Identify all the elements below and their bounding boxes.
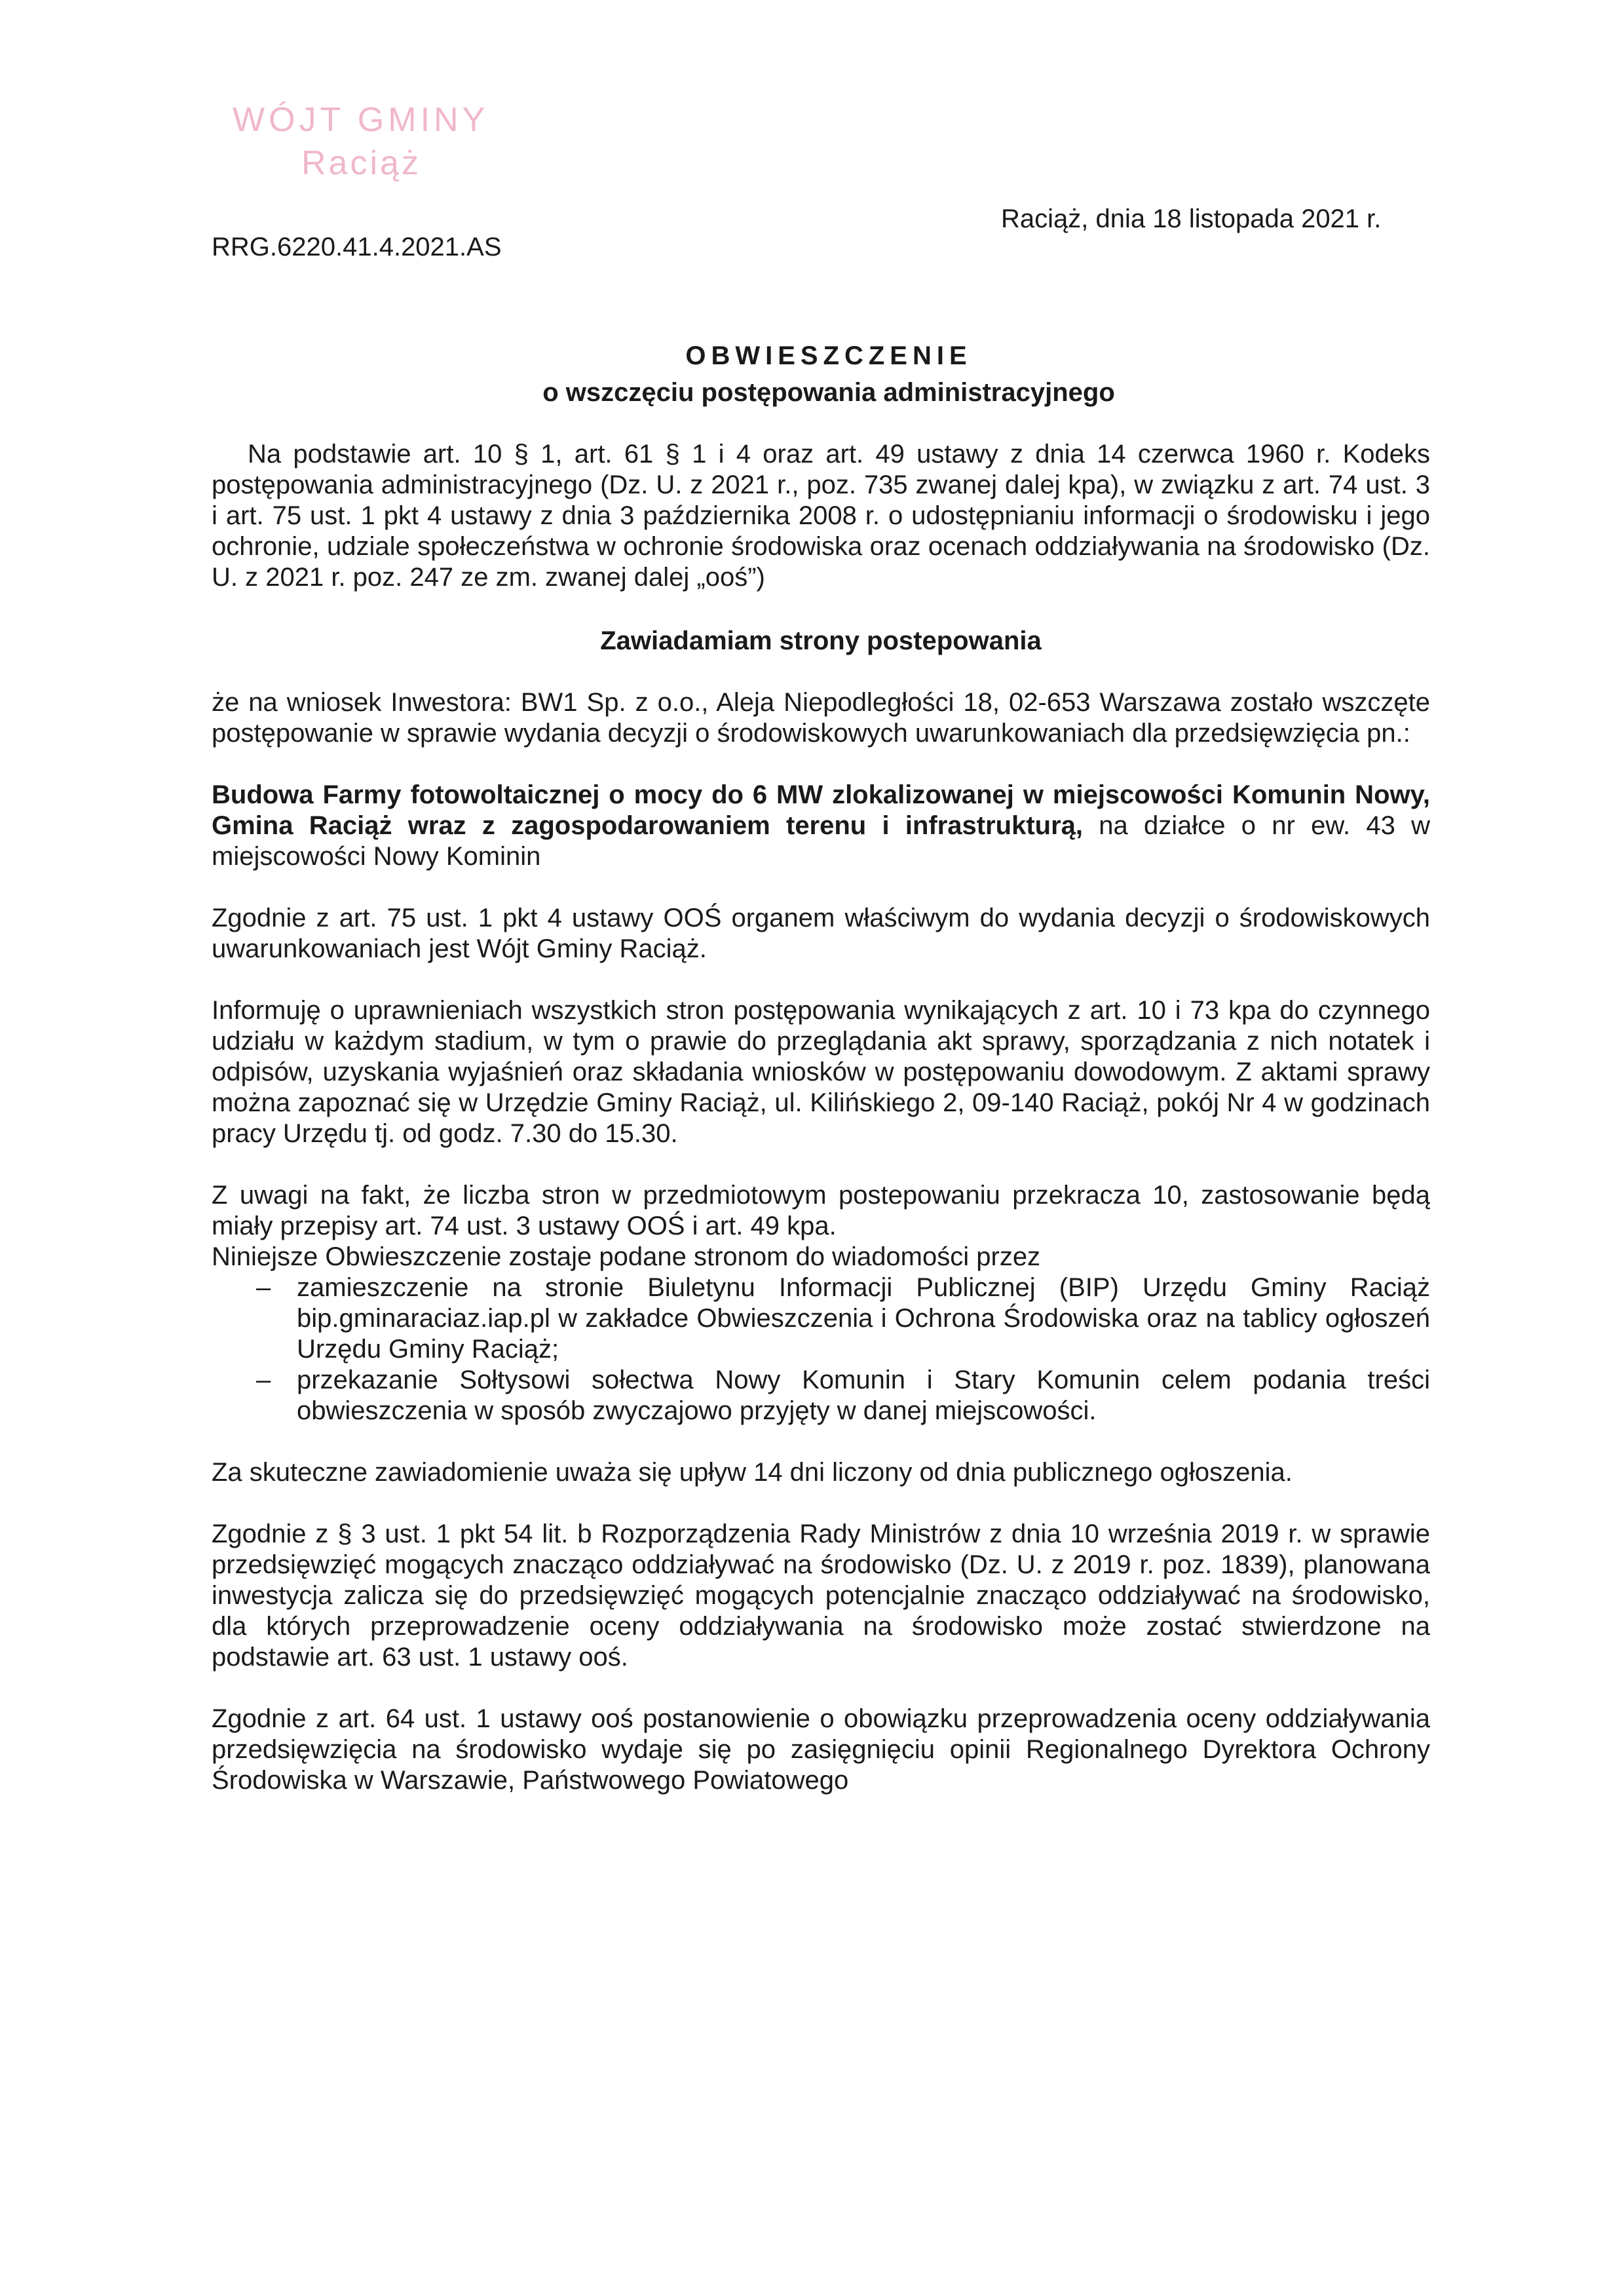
notice-list [212, 1272, 1430, 1426]
list-item-text: zamieszczenie na stronie Biuletynu Informacji Publicznej (BIP) Urzędu Gminy Raciąż bip.gminaraciaz.iap.pl w zakładce Obwieszczenia i Ochrona Środowiska oraz na tablicy ogłoszeń Urzędu Gminy Raciąż; [297, 1273, 1430, 1364]
authority-paragraph: Zgodnie z art. 75 ust. 1 pkt 4 ustawy OOŚ organem właściwym do wydania decyzji o środowiskowych uwarunkowaniach jest Wójt Gminy Raciąż. [212, 904, 1430, 963]
parties-paragraph: Z uwagi na fakt, że liczba stron w przedmiotowym postepowaniu przekracza 10, zastosowanie będą miały przepisy art. 74 ust. 3 ustawy OOŚ i art. 49 kpa. [212, 1181, 1430, 1240]
list-dash: – [256, 1366, 271, 1394]
reference-number: RRG.6220.41.4.2021.AS [212, 233, 502, 261]
legal-basis-paragraph: Na podstawie art. 10 § 1, art. 61 § 1 i 4 oraz art. 49 ustawy z dnia 14 czerwca 1960 r. Kodeks postępowania administracyjnego (Dz. U. z 2021 r., poz. 735 zwanej dalej kpa), w związku z art. 74 ust. 3 i art. 75 ust. 1 pkt 4 ustawy z dnia 3 października 2008 r. o udostępnianiu informacji o środowisku i jego ochronie, udziale społeczeństwa w ochronie środowiska oraz ocenach oddziaływania na środowisko (Dz. U. z 2021 r. poz. 247 ze zm. zwanej dalej „ooś”) [212, 440, 1430, 592]
document-date: Raciąż, dnia 18 listopada 2021 r. [1001, 204, 1382, 233]
document-body [212, 439, 1430, 1796]
list-item-text: przekazanie Sołtysowi sołectwa Nowy Komunin i Stary Komunin celem podania treści obwieszczenia w sposób zwyczajowo przyjęty w danej miejscowości. [297, 1366, 1430, 1425]
list-item [212, 1272, 1430, 1365]
regulation-paragraph: Zgodnie z § 3 ust. 1 pkt 54 lit. b Rozporządzenia Rady Ministrów z dnia 10 września 2019 r. w sprawie przedsięwzięć mogących znacząco oddziaływać na środowisko (Dz. U. z 2019 r. poz. 1839), planowana inwestycja zalicza się do przedsięwzięć mogących potencjalnie znacząco oddziaływać na środowisko, dla których przeprowadzenie oceny oddziaływania na środowisko może zostać stwierdzone na podstawie art. 63 ust. 1 ustawy ooś. [212, 1520, 1430, 1672]
office-stamp [233, 98, 508, 185]
rights-paragraph: Informuję o uprawnieniach wszystkich stron postępowania wynikających z art. 10 i 73 kpa do czynnego udziału w każdym stadium, w tym o prawie do przeglądania akt sprawy, sporządzania z nich notatek i odpisów, uzyskania wyjaśnień oraz składania wniosków w postępowaniu dowodowym. Z aktami sprawy można zapoznać się w Urzędzie Gminy Raciąż, ul. Kilińskiego 2, 09-140 Raciąż, pokój Nr 4 w godzinach pracy Urzędu tj. od godz. 7.30 do 15.30. [212, 996, 1430, 1148]
stamp-line-2: Raciąż [301, 144, 421, 182]
document-subtitle: o wszczęciu postępowania administracyjnego [542, 378, 1115, 407]
notify-heading: Zawiadamiam strony postepowania [600, 626, 1042, 655]
notice-intro: Niniejsze Obwieszczenie zostaje podane stronom do wiadomości przez [212, 1242, 1041, 1271]
document-title: OBWIESZCZENIE [685, 341, 972, 370]
list-item [212, 1365, 1430, 1426]
application-paragraph: że na wniosek Inwestora: BW1 Sp. z o.o., Aleja Niepodległości 18, 02-653 Warszawa zostało wszczęte postępowanie w sprawie wydania decyzji o środowiskowych uwarunkowaniach dla przedsięwzięcia pn.: [212, 688, 1430, 748]
art64-paragraph: Zgodnie z art. 64 ust. 1 ustawy ooś postanowienie o obowiązku przeprowadzenia oceny oddziaływania przedsięwzięcia na środowisko wydaje się po zasięgnięciu opinii Regionalnego Dyrektora Ochrony Środowiska w Warszawie, Państwowego Powiatowego [212, 1704, 1430, 1795]
effective-paragraph: Za skuteczne zawiadomienie uważa się upływ 14 dni liczony od dnia publicznego ogłoszenia. [212, 1458, 1293, 1487]
project-location: na działce o nr ew. 43 w miejscowości Nowy Kominin [212, 811, 1430, 871]
title-block [197, 337, 1461, 411]
stamp-line-1: WÓJT GMINY [233, 101, 489, 139]
list-dash: – [256, 1273, 271, 1302]
project-paragraph [212, 780, 1430, 872]
project-name: Budowa Farmy fotowoltaicznej o mocy do 6 MW zlokalizowanej w miejscowości Komunin Nowy, Gmina Raciąż wraz z zagospodarowaniem terenu i infrastrukturą, [212, 780, 1430, 840]
